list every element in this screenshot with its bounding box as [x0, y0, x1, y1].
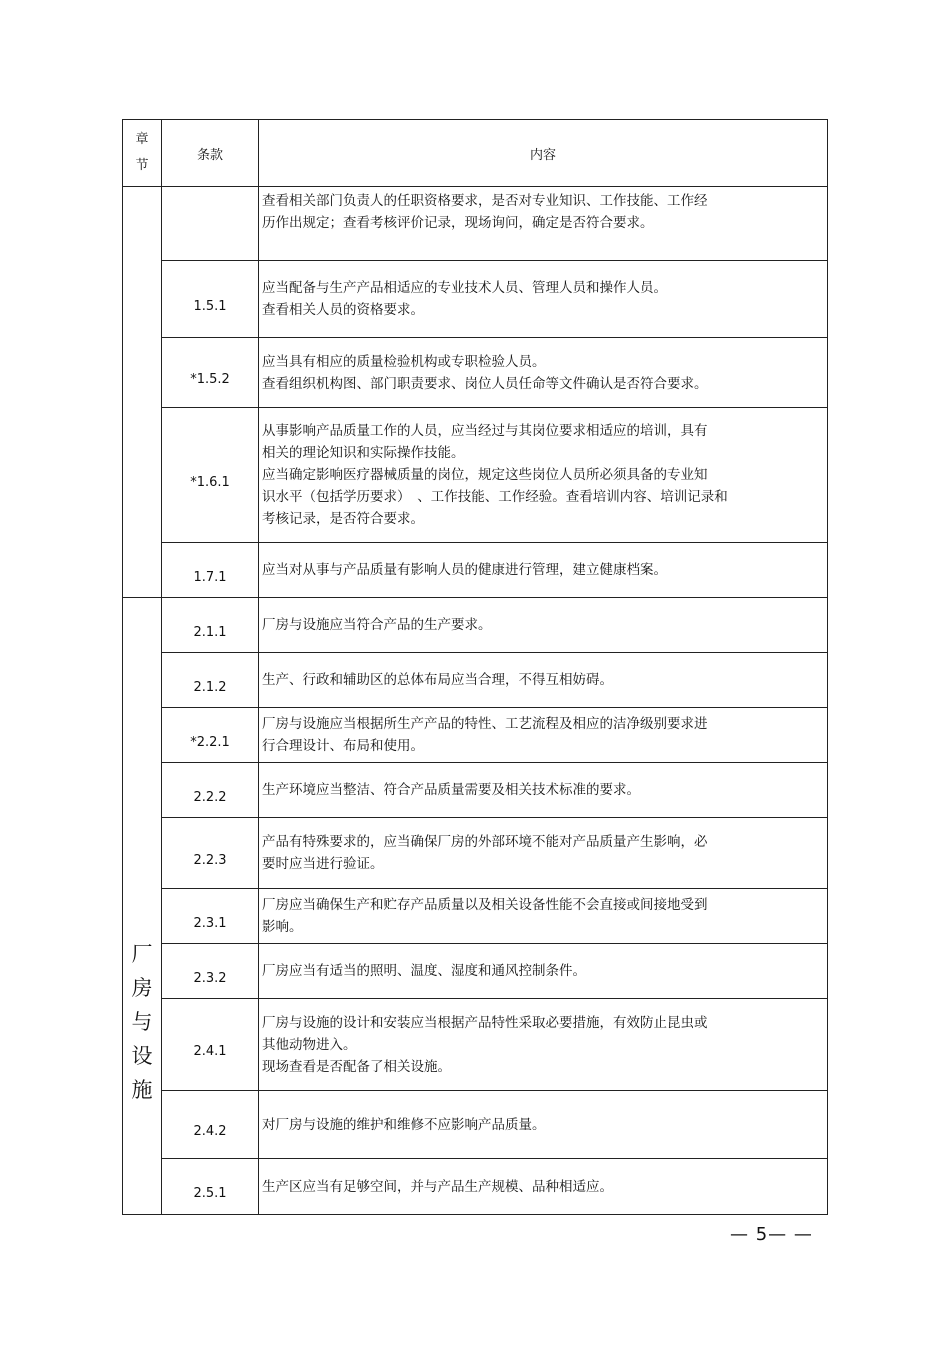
table-row	[123, 338, 828, 408]
clause-cell: 2.3.1	[162, 889, 259, 944]
content-line: 对厂房与设施的维护和维修不应影响产品质量。	[262, 1116, 546, 1133]
content-line: 影响。	[262, 919, 303, 935]
content-line: 应当确定影响医疗器械质量的岗位，规定这些岗位人员所必须具备的专业知	[262, 467, 708, 483]
content-line: 厂房与设施的设计和安装应当根据产品特性采取必要措施，有效防止昆虫或	[262, 1014, 708, 1031]
content-line: 相关的理论知识和实际操作技能。	[262, 445, 465, 461]
page-number: — 5— —	[730, 1224, 813, 1245]
header-clause: 条款	[162, 120, 259, 187]
content-cell	[259, 598, 828, 653]
clause-cell: 2.5.1	[162, 1159, 259, 1215]
content-line: 查看相关部门负责人的任职资格要求，是否对专业知识、工作技能、工作经	[262, 193, 708, 209]
content-line: 生产区应当有足够空间，并与产品生产规模、品种相适应。	[262, 1178, 613, 1195]
content-line: 生产、行政和辅助区的总体布局应当合理，不得互相妨碍。	[262, 672, 613, 688]
content-line: 行合理设计、布局和使用。	[262, 738, 424, 754]
table-row	[123, 187, 828, 261]
table-row	[123, 763, 828, 818]
table-row	[123, 543, 828, 598]
content-cell	[259, 653, 828, 708]
table-row	[123, 818, 828, 889]
chapter-title-char: 施	[131, 1078, 153, 1102]
content-line: 厂房应当确保生产和贮存产品质量以及相关设备性能不会直接或间接地受到	[262, 897, 708, 913]
content-line: 厂房应当有适当的照明、温度、湿度和通风控制条件。	[262, 963, 586, 979]
content-line: 其他动物进入。	[262, 1036, 357, 1053]
clause-cell: *1.6.1	[162, 408, 259, 543]
content-line: 查看组织机构图、部门职责要求、岗位人员任命等文件确认是否符合要求。	[262, 375, 708, 392]
content-cell	[259, 261, 828, 338]
content-line: 厂房与设施应当根据所生产产品的特性、工艺流程及相应的洁净级别要求进	[262, 716, 708, 732]
clause-cell: *1.5.2	[162, 338, 259, 408]
chapter-title-char: 与	[131, 1010, 153, 1034]
content-line: 识水平（包括学历要求） 、工作技能、工作经验。查看培训内容、培训记录和	[262, 489, 728, 505]
content-line: 产品有特殊要求的，应当确保厂房的外部环境不能对产品质量产生影响，必	[262, 834, 708, 850]
header-content: 内容	[259, 120, 828, 187]
table-row	[123, 944, 828, 999]
content-cell	[259, 187, 828, 261]
content-line: 从事影响产品质量工作的人员，应当经过与其岗位要求相适应的培训，具有	[262, 423, 708, 439]
content-line: 厂房与设施应当符合产品的生产要求。	[262, 617, 492, 633]
requirements-table	[122, 119, 828, 1215]
content-line: 应当配备与生产产品相适应的专业技术人员、管理人员和操作人员。	[262, 280, 667, 296]
content-cell	[259, 818, 828, 889]
header-chapter-char: 节	[135, 158, 149, 173]
content-line: 现场查看是否配备了相关设施。	[262, 1058, 451, 1075]
table-row	[123, 408, 828, 543]
table-row	[123, 1159, 828, 1215]
content-cell	[259, 338, 828, 408]
clause-cell: 1.7.1	[162, 543, 259, 598]
header-chapter	[123, 120, 162, 187]
table-row	[123, 1091, 828, 1159]
clause-cell: 2.2.2	[162, 763, 259, 818]
clause-cell: 2.2.3	[162, 818, 259, 889]
chapter-title-char: 厂	[131, 942, 153, 966]
content-cell	[259, 708, 828, 763]
content-line: 应当具有相应的质量检验机构或专职检验人员。	[262, 353, 546, 370]
clause-cell: 2.4.1	[162, 999, 259, 1091]
clause-cell: 2.1.2	[162, 653, 259, 708]
table-row	[123, 999, 828, 1091]
content-cell	[259, 763, 828, 818]
table-row	[123, 653, 828, 708]
content-cell	[259, 889, 828, 944]
chapter-cell-personnel	[123, 187, 162, 598]
content-line: 考核记录，是否符合要求。	[262, 511, 424, 527]
clause-cell: *2.2.1	[162, 708, 259, 763]
chapter-title-char: 房	[131, 976, 153, 1000]
table-row	[123, 598, 828, 653]
table-row	[123, 708, 828, 763]
content-line: 查看相关人员的资格要求。	[262, 302, 424, 318]
clause-cell: 1.5.1	[162, 261, 259, 338]
table-row	[123, 261, 828, 338]
header-chapter-char: 章	[135, 132, 149, 147]
content-line: 历作出规定；查看考核评价记录，现场询问，确定是否符合要求。	[262, 215, 654, 231]
clause-cell: 2.4.2	[162, 1091, 259, 1159]
clause-cell: 2.1.1	[162, 598, 259, 653]
chapter-title-char: 设	[131, 1044, 153, 1068]
clause-cell: 2.3.2	[162, 944, 259, 999]
chapter-cell-facilities	[123, 598, 162, 1215]
clause-cell	[162, 187, 259, 261]
content-cell	[259, 408, 828, 543]
content-cell	[259, 543, 828, 598]
table-row	[123, 889, 828, 944]
content-line: 应当对从事与产品质量有影响人员的健康进行管理，建立健康档案。	[262, 562, 667, 578]
content-line: 生产环境应当整洁、符合产品质量需要及相关技术标准的要求。	[262, 782, 640, 798]
content-cell	[259, 1159, 828, 1215]
content-cell	[259, 999, 828, 1091]
chapter-title	[123, 937, 161, 1107]
content-cell	[259, 944, 828, 999]
table-header-row	[123, 120, 828, 187]
content-cell	[259, 1091, 828, 1159]
content-line: 要时应当进行验证。	[262, 856, 384, 872]
